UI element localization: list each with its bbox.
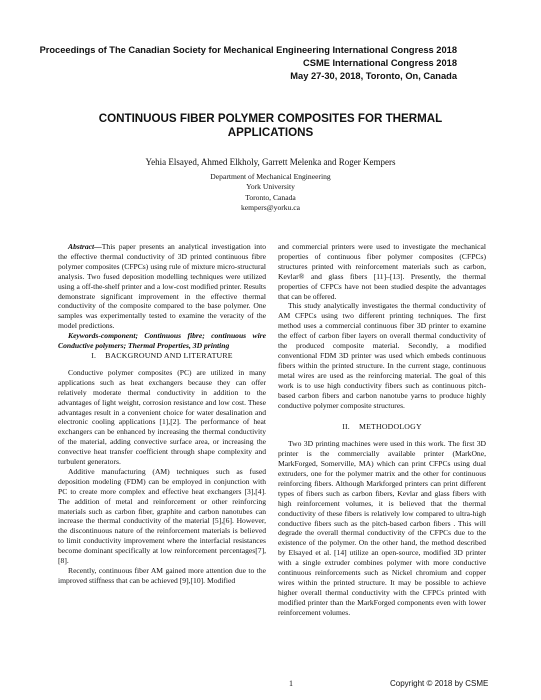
conference-date-line: May 27-30, 2018, Toronto, On, Canada [290,71,457,81]
paragraph: Conductive polymer composites (PC) are utilized in many applications such as heat exchangers because they can offer relatively moderate thermal conductivity in addition to the advantages of light weight, corrosion resistance and low cost. These advantages result in a convenient choice for water desalination and electronic cooling applications [1],[2]. The performance of heat exchangers can be enhanced by increasing the thermal conductivity of the material, adding convective surface area, or increasing the convective heat transfer coefficient through shape complexity and turbulent generators. [58,367,266,467]
copyright-notice: Copyright © 2018 by CSME [390,679,489,688]
section-number: I. [91,350,97,360]
paragraph: Two 3D printing machines were used in this work. The first 3D printer is the commercially available printer (MarkOne, MarkForged, Somerville, MA) which can print CFPCs using dual extruders, one for the polymer matrix and the other for continuous reinforcing fibers. Although Markforged printers can print different types of fibers such as carbon fibers, Kevlar and glass fibers with high reinforcement volumes, it is believed that the thermal conductivity of these fibers is relatively low compared to ultra-high conductive fibers such as the pitch-based carbon fibers . This will degrade the overall thermal conductivity of the CFPCs due to the existence of the polymer. On the other hand, the method described by Elsayed et al. [14] utilize an open-source, modified 3D printer with a single extruder combines polymer with more conductive continuous reinforcements such as Nickel chromium and copper wires within the printed structure. It may be possible to achieve higher overall thermal conductivity with the CFPCs printed with modified printer than the MarkForged components even with lower reinforcement volumes. [278,439,486,617]
abstract [58,242,266,331]
paragraph: Recently, continuous fiber AM gained more attention due to the improved stiffness that can be achieved [9],[10]. Modified [58,566,266,585]
paragraph: This study analytically investigates the thermal conductivity of AM CFPCs using two different printing techniques. The first method uses a commercial continuous fiber 3D printer to examine the effect of carbon fiber layers on overall thermal conductivity of the produced composite material. Secondly, a modified conventional FDM 3D printer was used which embeds continuous fibers within the printed structure. In the current stage, continuous metal wires are used as the reinforcing material. The goal of this work is to use high conductivity fibers such as continuous pitch-based carbon fibers and carbon nanotube yarns to produce highly conductive polymer composite structures. [278,301,486,410]
section-number: II. [342,422,350,432]
paper-title: CONTINUOUS FIBER POLYMER COMPOSITES FOR THERMAL APPLICATIONS [98,112,443,139]
paragraph: and commercial printers were used to investigate the mechanical properties of continuous fiber polymer composites (CFPCs) structures printed with reinforcement materials such as carbon, Kevlar® and glass fibers [11]–[13]. Presently, the thermal properties of CFPCs have not been studied despite the advantages that can be offered. [278,242,486,301]
keywords: Keywords-component; Continuous fibre; continuous wire Conductive polymers; Thermal Properties, 3D printing [58,331,266,351]
section-heading-methodology [278,422,486,432]
page-number: 1 [289,679,293,688]
abstract-label: Abstract— [68,242,102,251]
section-title: BACKGROUND AND LITERATURE [105,350,233,360]
section-title: METHODOLOGY [358,422,422,432]
affiliation-department: Department of Mechanical Engineering [210,172,331,181]
affiliation-block [0,172,541,214]
right-column [278,242,486,618]
author-email[interactable]: kempers@yorku.ca [240,203,301,213]
abstract-text: This paper presents an analytical investigation into the effective thermal conductivity of 3D printed continuous fibre polymer composites (CFPCs) using rule of mixture micro-structural analysis. Two fused deposition modelling techniques were utilized using a off-the-shelf printer and a low-cost modified printer. Results demonstrate significant improvement in the effective thermal conductivity of the composite compared to the base polymer. One samples was experimentally tested to examine the veracity of the model predictions. [58,242,266,331]
conference-name-line: CSME International Congress 2018 [303,58,457,68]
left-column [58,242,266,586]
author-list: Yehia Elsayed, Ahmed Elkholy, Garrett Melenka and Roger Kempers [145,157,396,167]
section-heading-background [58,351,266,361]
affiliation-city: Toronto, Canada [245,192,296,202]
affiliation-university: York University [246,182,295,192]
conference-proceedings-line: Proceedings of The Canadian Society for Mechanical Engineering International Congress 2018 [39,45,457,55]
paragraph: Additive manufacturing (AM) techniques such as fused deposition modeling (FDM) can be employed in conjunction with PC to create more complex and effective heat exchangers [3],[4]. The addition of metal and reinforcement or other reinforcing materials such as carbon fiber, graphite and carbon nanotubes can increase the thermal conductivity of the material [5],[6]. However, the discontinuous nature of the reinforcement materials is believed to limit conductivity improvement where the interfacial resistances become dominant specifically at low reinforcement percentages[7],[8]. [58,466,266,566]
